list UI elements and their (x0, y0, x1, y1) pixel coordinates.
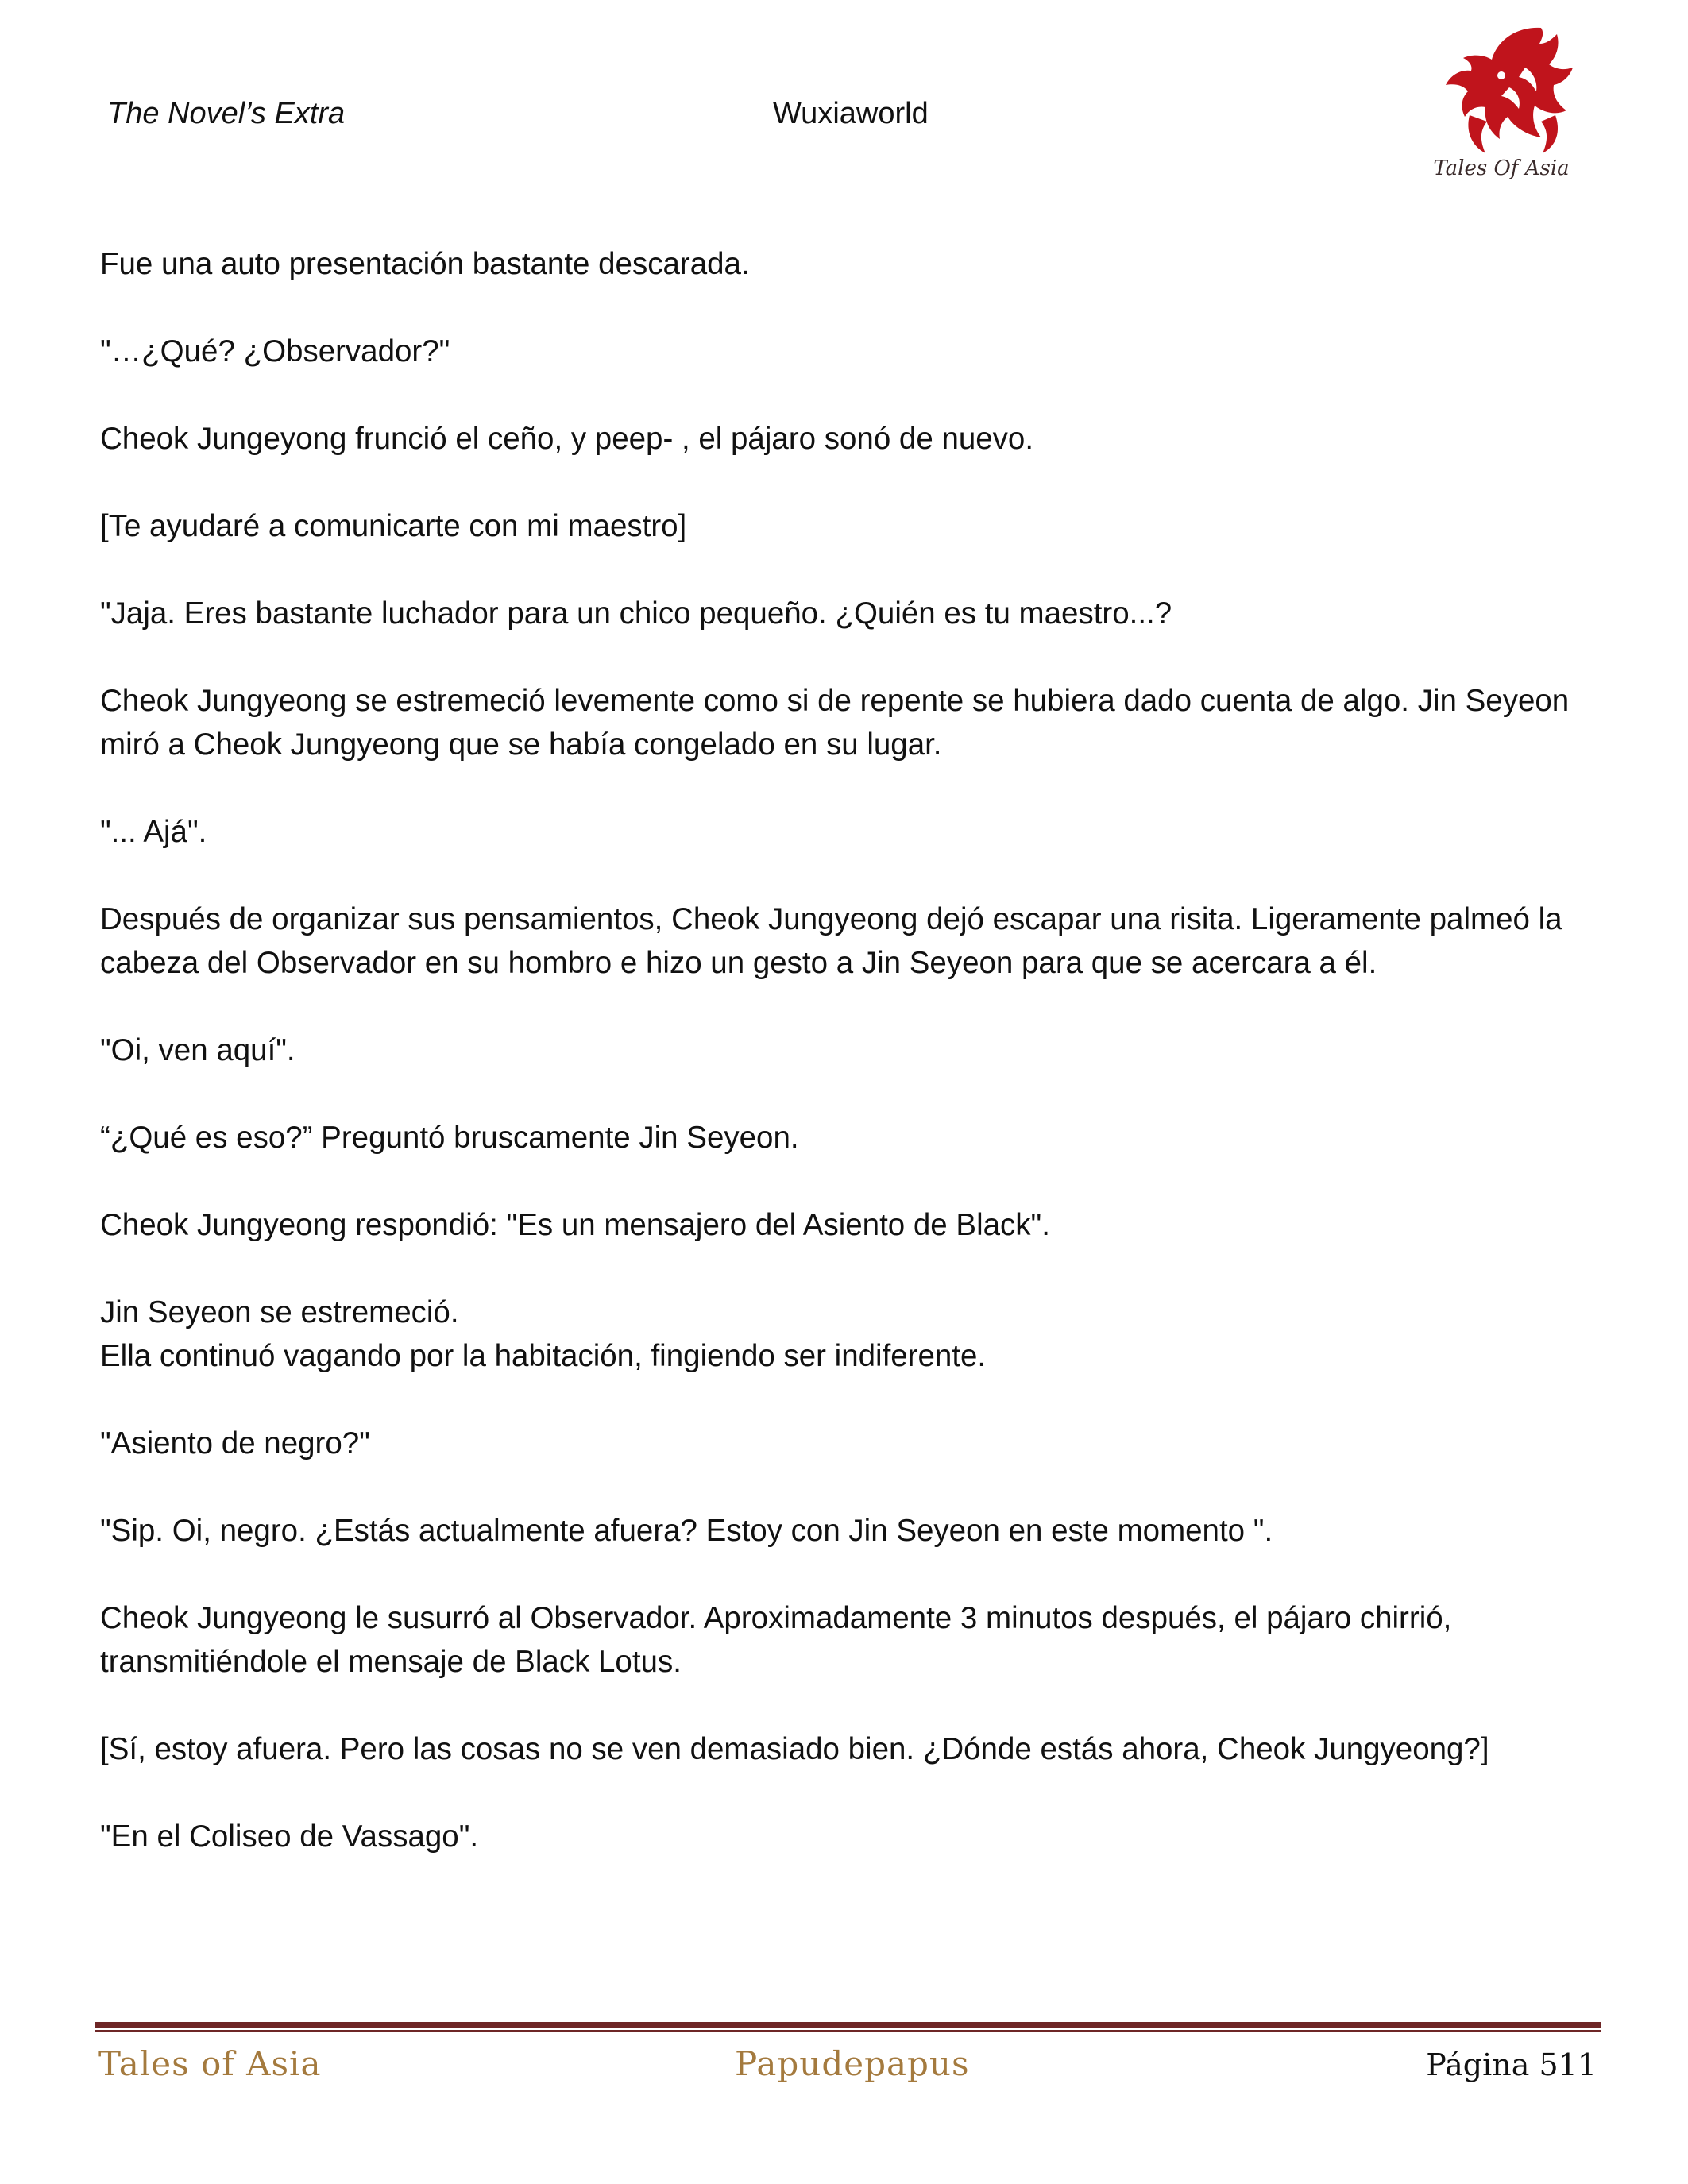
paragraph: Cheok Jungyeong le susurró al Observador. Aproximadamente 3 minutos después, el pájaro chirrió, transmitiéndole el mensaje de Black Lotus. (100, 1601, 1452, 1679)
paragraph: "…¿Qué? ¿Observador?" (100, 334, 450, 369)
paragraph: "... Ajá". (100, 815, 207, 849)
dragon-icon (1422, 20, 1581, 159)
paragraph: "En el Coliseo de Vassago". (100, 1819, 479, 1854)
paragraph: "Asiento de negro?" (100, 1426, 370, 1461)
paragraph: [Te ayudaré a comunicarte con mi maestro] (100, 509, 687, 543)
page-content (100, 242, 1586, 1902)
page-header (0, 0, 1688, 199)
source-site: Wuxiaworld (773, 97, 929, 130)
paragraph: “¿Qué es eso?” Preguntó bruscamente Jin Seyeon. (100, 1121, 799, 1155)
footer-divider (95, 2022, 1601, 2032)
paragraph: "Sip. Oi, negro. ¿Estás actualmente afuera? Estoy con Jin Seyeon en este momento ". (100, 1514, 1273, 1548)
footer-translator: Papudepapus (735, 2044, 970, 2083)
logo-text: Tales Of Asia (1433, 156, 1570, 180)
paragraph: Cheok Jungeyong frunció el ceño, y peep- , el pájaro sonó de nuevo. (100, 422, 1034, 456)
page-number: Página 511 (1426, 2047, 1597, 2082)
paragraph: Cheok Jungyeong se estremeció levemente como si de repente se hubiera dado cuenta de algo. Jin Seyeon miró a Cheok Jungyeong que se había congelado en su lugar. (100, 684, 1570, 762)
paragraph: "Oi, ven aquí". (100, 1033, 295, 1067)
paragraph: Cheok Jungyeong respondió: "Es un mensajero del Asiento de Black". (100, 1208, 1050, 1242)
novel-title: The Novel’s Extra (107, 97, 346, 130)
paragraph: Ella continuó vagando por la habitación, fingiendo ser indiferente. (100, 1339, 987, 1373)
paragraph: Fue una auto presentación bastante descarada. (100, 247, 750, 281)
paragraph: Jin Seyeon se estremeció. (100, 1295, 459, 1329)
paragraph: Después de organizar sus pensamientos, Cheok Jungyeong dejó escapar una risita. Ligeramente palmeó la cabeza del Observador en su hombro e hizo un gesto a Jin Seyeon para que se acercara a él. (100, 902, 1562, 980)
paragraph: "Jaja. Eres bastante luchador para un chico pequeño. ¿Quién es tu maestro...? (100, 596, 1172, 631)
footer-site-name: Tales of Asia (98, 2044, 322, 2083)
tales-of-asia-logo (1422, 20, 1581, 191)
paragraph: [Sí, estoy afuera. Pero las cosas no se ven demasiado bien. ¿Dónde estás ahora, Cheok Jungyeong?] (100, 1732, 1489, 1766)
